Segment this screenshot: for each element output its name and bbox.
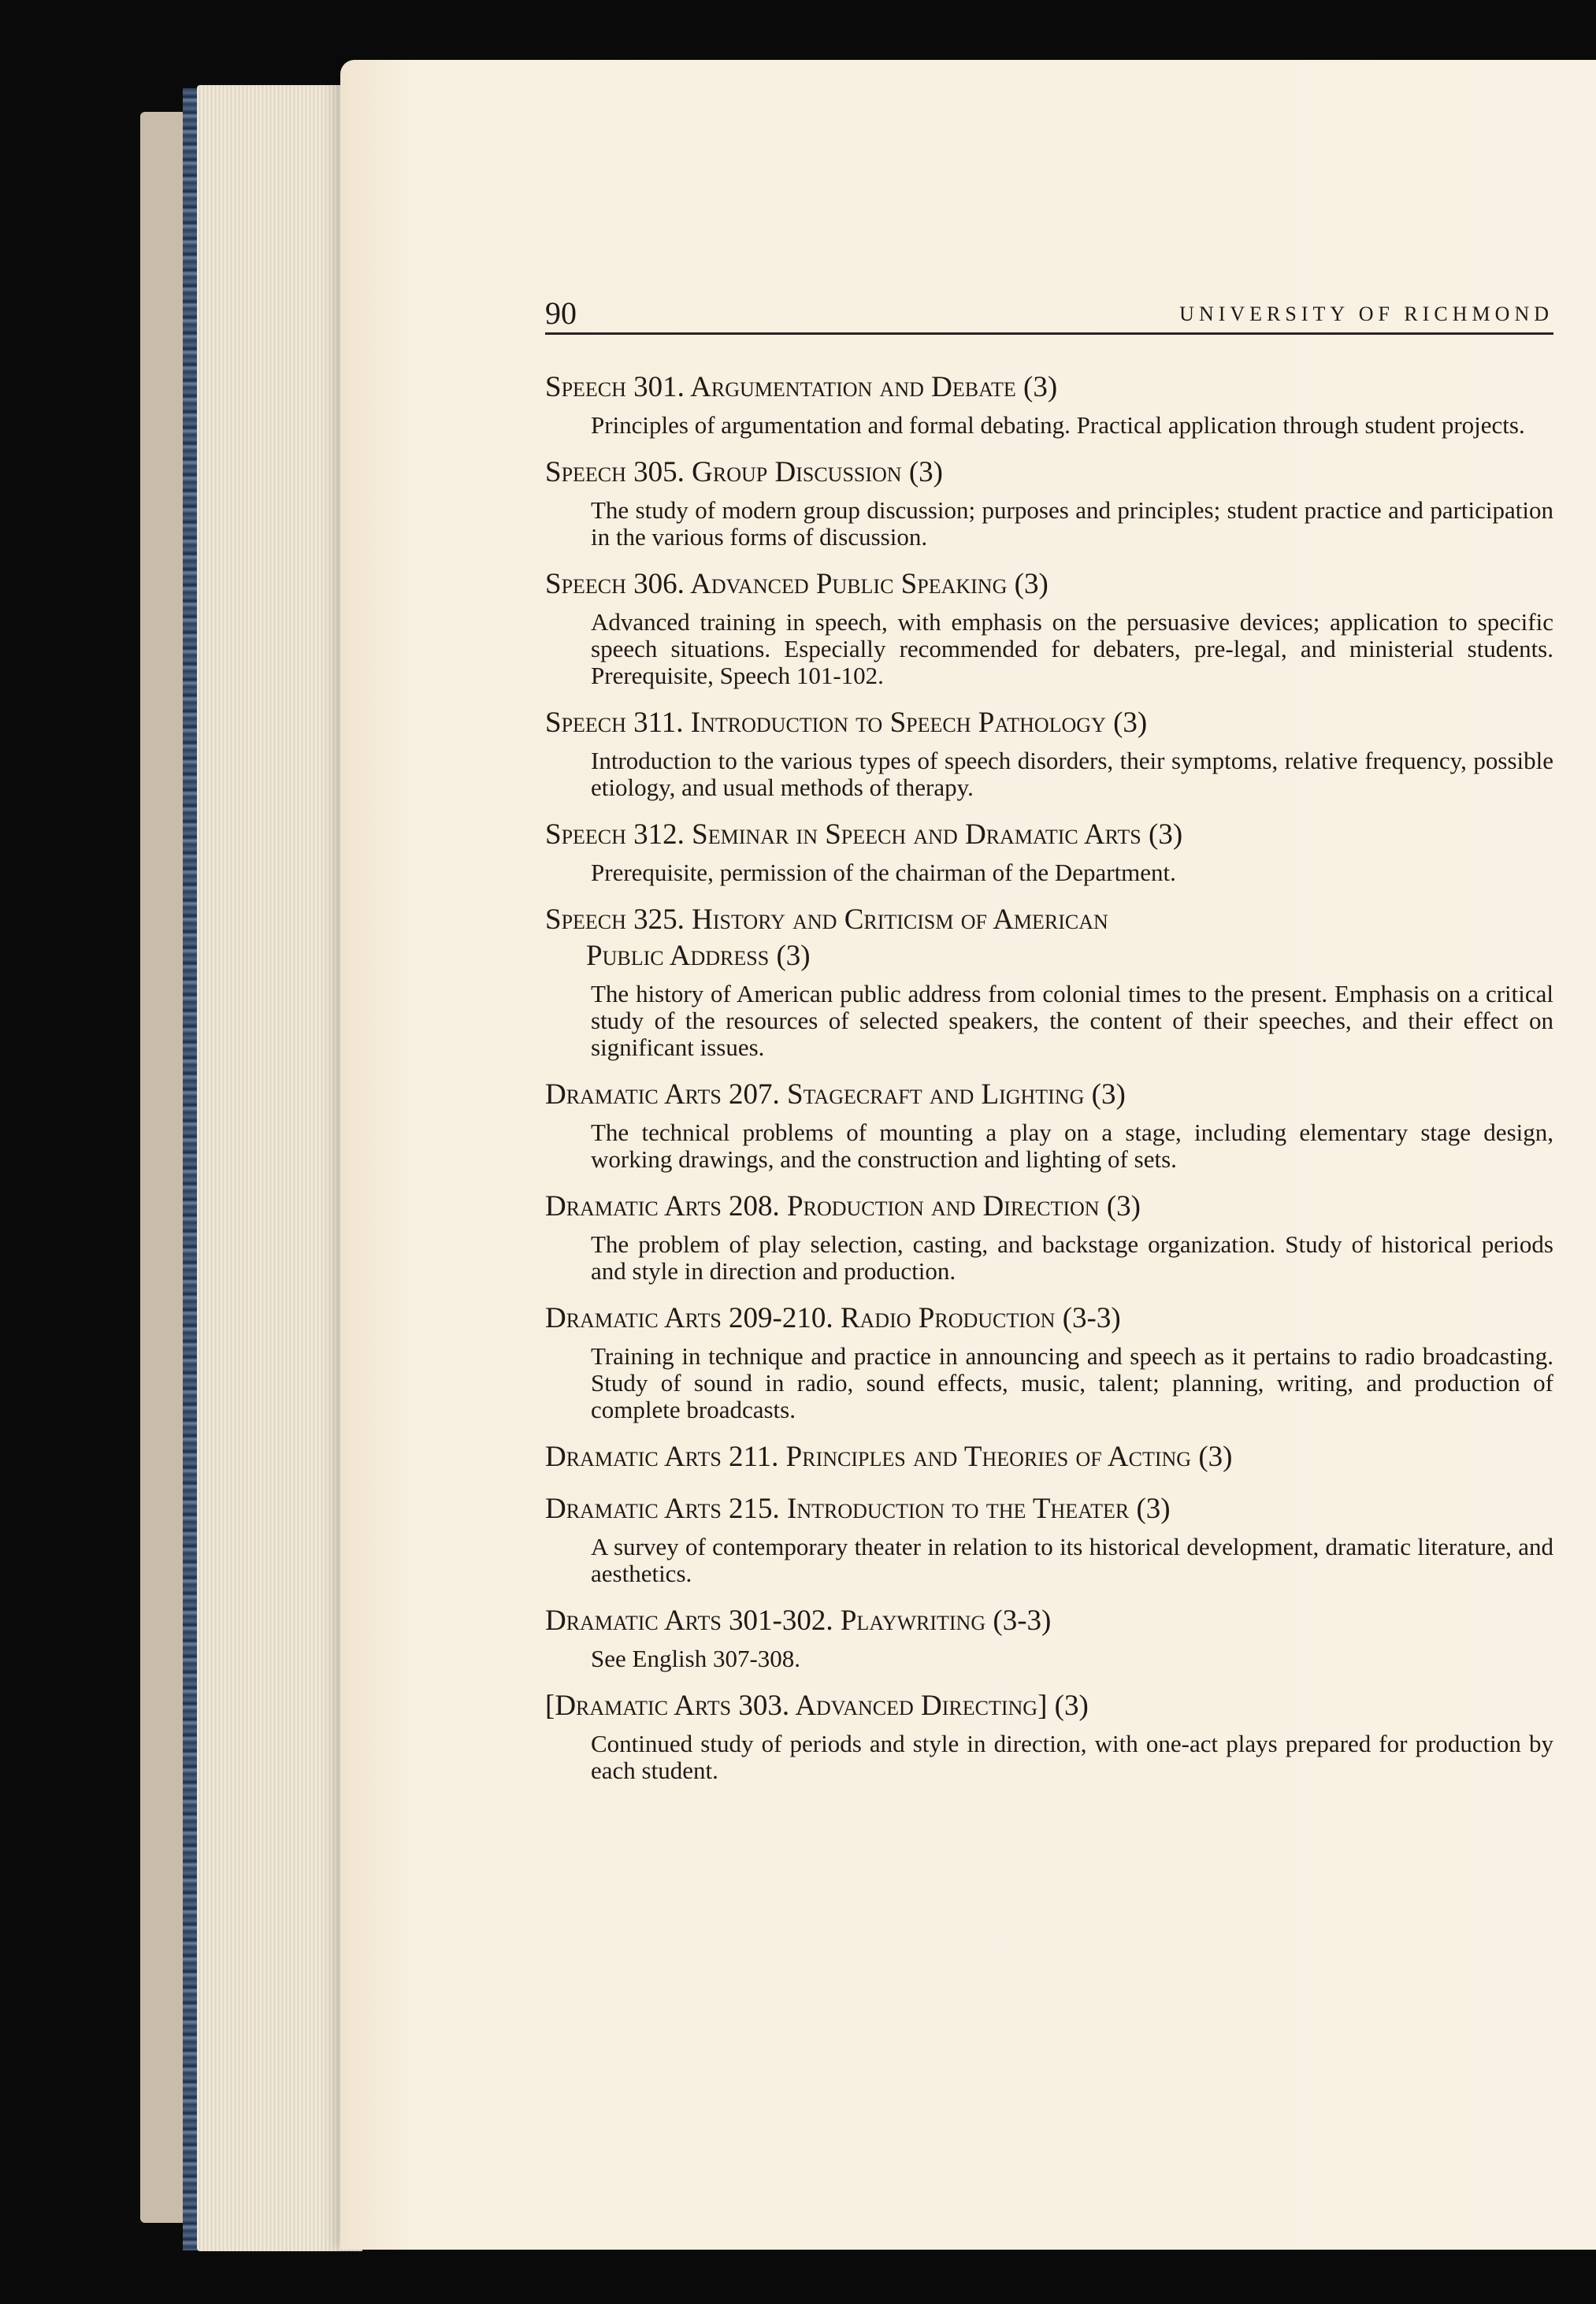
course-description: Training in technique and practice in announcing and speech as it pertains to radio broadcasting. Study of sound in radio, sound effects, music, talent; planning, writing, and production of complete broadcasts. (591, 1342, 1553, 1423)
page-number: 90 (545, 295, 577, 331)
course-credits: (3) (1023, 371, 1058, 403)
course-credits: (3) (1106, 1190, 1141, 1222)
course-description: The history of American public address from colonial times to the present. Emphasis on a critical study of the resources of selected speakers, the content of their speeches, and their effect on significant issues. (591, 980, 1553, 1061)
course-credits: (3) (1091, 1078, 1126, 1111)
course-description: Advanced training in speech, with emphasis on the persuasive devices; application to specific speech situations. Especially recommended for debaters, pre-legal, and ministerial students. Prerequisite, Speech 101-102. (591, 608, 1553, 689)
course-list (545, 369, 1553, 1784)
course-description: Continued study of periods and style in direction, with one-act plays prepared for production by each student. (591, 1730, 1553, 1784)
course-entry (545, 817, 1553, 886)
course-description: Principles of argumentation and formal debating. Practical application through student projects. (591, 411, 1525, 439)
course-title: Dramatic Arts 211. Principles and Theories of Acting (3) (545, 1441, 1233, 1473)
course-title: Speech 305. Group Discussion (3) (545, 456, 943, 488)
course-entry (545, 1300, 1553, 1423)
course-credits: (3) (1136, 1493, 1171, 1525)
course-title: Dramatic Arts 215. Introduction to the Theater (3) (545, 1493, 1171, 1525)
course-title: Speech 306. Advanced Public Speaking (3) (545, 568, 1049, 600)
course-entry (545, 1688, 1553, 1784)
course-credits: (3) (1014, 568, 1049, 600)
course-title: Dramatic Arts 209-210. Radio Production (3-3) (545, 1302, 1121, 1334)
course-title: Speech 301. Argumentation and Debate (3) (545, 371, 1058, 403)
course-entry (545, 566, 1553, 689)
course-title: Dramatic Arts 301-302. Playwriting (3-3) (545, 1605, 1052, 1637)
course-credits: (3) (908, 456, 943, 488)
page-edges (197, 85, 362, 2251)
course-entry (545, 1491, 1553, 1587)
course-title: Dramatic Arts 207. Stagecraft and Lighting (3) (545, 1078, 1126, 1111)
course-entry (545, 1189, 1553, 1285)
running-head: UNIVERSITY OF RICHMOND (1179, 302, 1553, 325)
course-entry (545, 902, 1553, 1061)
course-entry (545, 1603, 1553, 1672)
course-credits: (3-3) (1062, 1302, 1121, 1334)
course-entry (545, 454, 1553, 551)
course-description: Introduction to the various types of speech disorders, their symptoms, relative frequency, possible etiology, and usual methods of therapy. (591, 747, 1553, 801)
course-description: The study of modern group discussion; purposes and principles; student practice and participation in the various forms of discussion. (591, 496, 1553, 551)
course-description: See English 307-308. (591, 1645, 801, 1672)
course-description: A survey of contemporary theater in relation to its historical development, dramatic literature, and aesthetics. (591, 1533, 1553, 1587)
course-entry (545, 705, 1553, 801)
course-credits: (3) (776, 940, 811, 972)
course-title: Speech 311. Introduction to Speech Pathology (3) (545, 707, 1148, 739)
page-header (545, 290, 1553, 335)
course-title: Speech 325. History and Criticism of American Public Address (3) (545, 903, 1108, 972)
course-credits: (3) (1054, 1690, 1089, 1722)
course-entry (545, 369, 1553, 439)
course-title: Dramatic Arts 208. Production and Direction (3) (545, 1190, 1141, 1222)
course-description: Prerequisite, permission of the chairman of the Department. (591, 859, 1176, 886)
course-description: The technical problems of mounting a play on a stage, including elementary stage design, working drawings, and the construction and lighting of sets. (591, 1119, 1553, 1173)
page-content (545, 290, 1553, 1800)
course-title: Speech 312. Seminar in Speech and Dramatic Arts (3) (545, 818, 1183, 851)
course-description: The problem of play selection, casting, and backstage organization. Study of historical periods and style in direction and production. (591, 1230, 1553, 1285)
course-credits: (3-3) (993, 1605, 1052, 1637)
course-credits: (3) (1113, 707, 1148, 739)
course-credits: (3) (1198, 1441, 1233, 1473)
course-entry (545, 1077, 1553, 1173)
course-entry (545, 1439, 1553, 1475)
course-title: [Dramatic Arts 303. Advanced Directing] (3) (545, 1690, 1089, 1722)
course-credits: (3) (1149, 818, 1183, 851)
